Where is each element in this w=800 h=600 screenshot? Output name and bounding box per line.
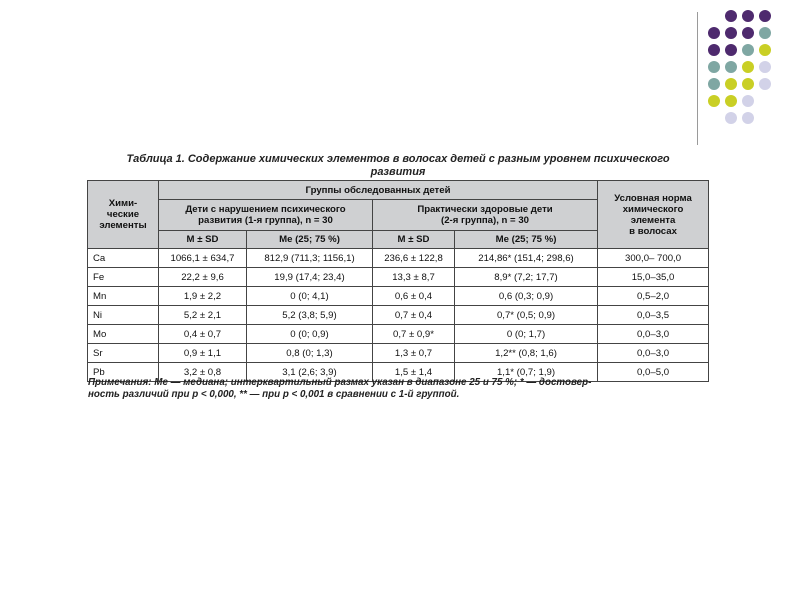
table-note bbox=[88, 377, 708, 401]
decorative-dot bbox=[742, 27, 754, 39]
cell-g1-msd: 1066,1 ± 634,7 bbox=[159, 249, 247, 268]
cell-element: Pb bbox=[88, 363, 159, 382]
cell-g1-msd: 1,9 ± 2,2 bbox=[159, 287, 247, 306]
header-g1-me: Me (25; 75 %) bbox=[247, 231, 373, 249]
cell-norm: 15,0–35,0 bbox=[598, 268, 709, 287]
cell-g1-me: 0,8 (0; 1,3) bbox=[247, 344, 373, 363]
table-row bbox=[88, 306, 709, 325]
cell-g1-msd: 22,2 ± 9,6 bbox=[159, 268, 247, 287]
decorative-dot bbox=[725, 61, 737, 73]
decorative-dot bbox=[708, 61, 720, 73]
cell-g1-msd: 0,9 ± 1,1 bbox=[159, 344, 247, 363]
decorative-dot bbox=[742, 95, 754, 107]
table-note-line1: Примечания: Me — медиана; интерквартильный размах указан в диапазоне 25 и 75 %; * — достовер- bbox=[88, 377, 592, 388]
header-group2-line2: (2-я группа), n = 30 bbox=[441, 215, 529, 226]
cell-element: Ni bbox=[88, 306, 159, 325]
cell-g2-me: 0,6 (0,3; 0,9) bbox=[455, 287, 598, 306]
header-elements-line1: Хими- bbox=[108, 198, 138, 209]
cell-g2-msd: 13,3 ± 8,7 bbox=[373, 268, 455, 287]
header-group2-line1: Практически здоровые дети bbox=[417, 204, 553, 215]
decorative-dot bbox=[759, 78, 771, 90]
header-g2-me: Me (25; 75 %) bbox=[455, 231, 598, 249]
table-title-line2: развития bbox=[370, 166, 426, 178]
cell-g2-me: 0 (0; 1,7) bbox=[455, 325, 598, 344]
decorative-dot-grid bbox=[708, 10, 776, 130]
cell-element: Sr bbox=[88, 344, 159, 363]
decorative-dot bbox=[725, 112, 737, 124]
header-g1-msd: M ± SD bbox=[159, 231, 247, 249]
table-row bbox=[88, 249, 709, 268]
header-group1-line2: развития (1-я группа), n = 30 bbox=[198, 215, 333, 226]
cell-g2-msd: 236,6 ± 122,8 bbox=[373, 249, 455, 268]
cell-element: Mo bbox=[88, 325, 159, 344]
cell-g2-me: 0,7* (0,5; 0,9) bbox=[455, 306, 598, 325]
cell-g2-me: 8,9* (7,2; 17,7) bbox=[455, 268, 598, 287]
cell-g2-msd: 1,5 ± 1,4 bbox=[373, 363, 455, 382]
decorative-dot bbox=[742, 10, 754, 22]
cell-g2-msd: 0,7 ± 0,4 bbox=[373, 306, 455, 325]
cell-norm: 0,5–2,0 bbox=[598, 287, 709, 306]
cell-norm: 0,0–3,0 bbox=[598, 344, 709, 363]
decorative-dot bbox=[742, 44, 754, 56]
header-group1 bbox=[159, 200, 373, 231]
header-elements bbox=[88, 181, 159, 249]
decorative-dot bbox=[708, 95, 720, 107]
table-row bbox=[88, 287, 709, 306]
cell-g1-msd: 0,4 ± 0,7 bbox=[159, 325, 247, 344]
cell-element: Fe bbox=[88, 268, 159, 287]
table-row bbox=[88, 344, 709, 363]
header-norm-line1: Условная норма bbox=[614, 192, 692, 204]
elements-table bbox=[87, 180, 709, 382]
decorative-dot bbox=[742, 78, 754, 90]
cell-g2-me: 214,86* (151,4; 298,6) bbox=[455, 249, 598, 268]
decorative-dot bbox=[725, 44, 737, 56]
table-note-line2: ность различий при p < 0,000, ** — при p < 0,001 в сравнении с 1-й группой. bbox=[88, 389, 460, 400]
cell-g1-me: 5,2 (3,8; 5,9) bbox=[247, 306, 373, 325]
decorative-dot bbox=[759, 10, 771, 22]
cell-element: Ca bbox=[88, 249, 159, 268]
decorative-dot bbox=[742, 61, 754, 73]
decorative-dot bbox=[759, 61, 771, 73]
cell-norm: 0,0–5,0 bbox=[598, 363, 709, 382]
header-elements-line2: ческие bbox=[106, 209, 140, 220]
cell-g2-msd: 0,6 ± 0,4 bbox=[373, 287, 455, 306]
cell-g2-me: 1,2** (0,8; 1,6) bbox=[455, 344, 598, 363]
table-row bbox=[88, 268, 709, 287]
decorative-dot bbox=[708, 78, 720, 90]
decorative-dot bbox=[742, 112, 754, 124]
cell-norm: 0,0–3,5 bbox=[598, 306, 709, 325]
cell-g1-me: 3,1 (2,6; 3,9) bbox=[247, 363, 373, 382]
cell-g2-msd: 0,7 ± 0,9* bbox=[373, 325, 455, 344]
decorative-dot bbox=[725, 27, 737, 39]
header-g2-msd: M ± SD bbox=[373, 231, 455, 249]
header-norm bbox=[598, 181, 709, 249]
header-norm-line2: химического bbox=[622, 203, 684, 215]
cell-g1-msd: 5,2 ± 2,1 bbox=[159, 306, 247, 325]
decorative-dot bbox=[759, 27, 771, 39]
cell-norm: 300,0– 700,0 bbox=[598, 249, 709, 268]
decorative-dot bbox=[708, 27, 720, 39]
cell-element: Mn bbox=[88, 287, 159, 306]
header-group2 bbox=[373, 200, 598, 231]
header-groups: Группы обследованных детей bbox=[159, 181, 598, 200]
header-group1-line1: Дети с нарушением психического bbox=[185, 204, 346, 215]
decorative-dot bbox=[759, 44, 771, 56]
table-title-line1: Таблица 1. Содержание химических элементов в волосах детей с разным уровнем психического bbox=[126, 153, 670, 165]
cell-g1-me: 0 (0; 4,1) bbox=[247, 287, 373, 306]
cell-g2-msd: 1,3 ± 0,7 bbox=[373, 344, 455, 363]
cell-g1-me: 19,9 (17,4; 23,4) bbox=[247, 268, 373, 287]
header-norm-line3: элемента bbox=[630, 214, 676, 226]
decorative-dot bbox=[725, 10, 737, 22]
cell-g2-me: 1,1* (0,7; 1,9) bbox=[455, 363, 598, 382]
table-row bbox=[88, 325, 709, 344]
cell-g1-me: 0 (0; 0,9) bbox=[247, 325, 373, 344]
decorative-dot bbox=[725, 78, 737, 90]
table-title bbox=[88, 153, 708, 179]
header-norm-line4: в волосах bbox=[629, 225, 677, 237]
cell-g1-me: 812,9 (711,3; 1156,1) bbox=[247, 249, 373, 268]
decorative-dot bbox=[708, 44, 720, 56]
cell-g1-msd: 3,2 ± 0,8 bbox=[159, 363, 247, 382]
decorative-dot bbox=[725, 95, 737, 107]
header-elements-line3: элементы bbox=[99, 220, 147, 231]
cell-norm: 0,0–3,0 bbox=[598, 325, 709, 344]
decorative-vertical-line bbox=[697, 12, 698, 145]
